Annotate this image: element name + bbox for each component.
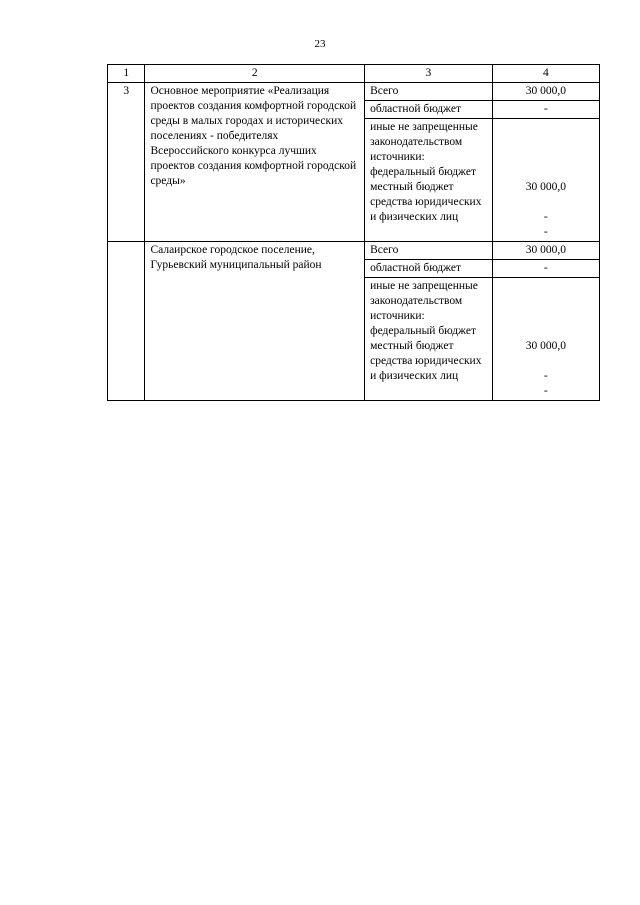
regional-budget-label: областной бюджет xyxy=(365,260,493,278)
federal-budget-value: 30 000,0 xyxy=(525,181,566,193)
legal-entities-label: средства юридических и физических лиц xyxy=(370,355,482,382)
column-header-2: 2 xyxy=(145,65,365,83)
table-row xyxy=(108,242,600,260)
local-budget-label: местный бюджет xyxy=(370,340,454,352)
funding-sources-cell xyxy=(365,119,493,242)
total-value: 30 000,0 xyxy=(492,83,599,101)
row-number: 3 xyxy=(108,83,145,242)
event-description: Салаирское городское поселение, Гурьевский муниципальный район xyxy=(145,242,365,401)
funding-sources-cell xyxy=(365,278,493,401)
funding-values-cell xyxy=(492,278,599,401)
local-budget-label: местный бюджет xyxy=(370,181,454,193)
legal-entities-value: - xyxy=(543,226,548,238)
legal-entities-value: - xyxy=(543,385,548,397)
regional-budget-value: - xyxy=(492,101,599,119)
legal-entities-label: средства юридических и физических лиц xyxy=(370,196,482,223)
column-header-3: 3 xyxy=(365,65,493,83)
regional-budget-label: областной бюджет xyxy=(365,101,493,119)
table-row xyxy=(108,83,600,101)
row-number xyxy=(108,242,145,401)
event-description: Основное мероприятие «Реализация проектов создания комфортной городской среды в малых городах и исторических поселениях - победителях Всероссийского конкурса лучших проектов создания комфортной городской среды» xyxy=(145,83,365,242)
budget-table xyxy=(107,64,600,401)
federal-budget-value: 30 000,0 xyxy=(525,340,566,352)
total-label: Всего xyxy=(365,83,493,101)
column-header-4: 4 xyxy=(492,65,599,83)
column-header-1: 1 xyxy=(108,65,145,83)
local-budget-value: - xyxy=(543,211,548,223)
total-value: 30 000,0 xyxy=(492,242,599,260)
regional-budget-value: - xyxy=(492,260,599,278)
table-header-row xyxy=(108,65,600,83)
funding-values-cell xyxy=(492,119,599,242)
page-number: 23 xyxy=(314,38,326,50)
total-label: Всего xyxy=(365,242,493,260)
other-sources-label: иные не запрещенные законодательством источники: xyxy=(370,121,478,163)
federal-budget-label: федеральный бюджет xyxy=(370,325,476,337)
local-budget-value: - xyxy=(543,370,548,382)
other-sources-label: иные не запрещенные законодательством источники: xyxy=(370,280,478,322)
federal-budget-label: федеральный бюджет xyxy=(370,166,476,178)
